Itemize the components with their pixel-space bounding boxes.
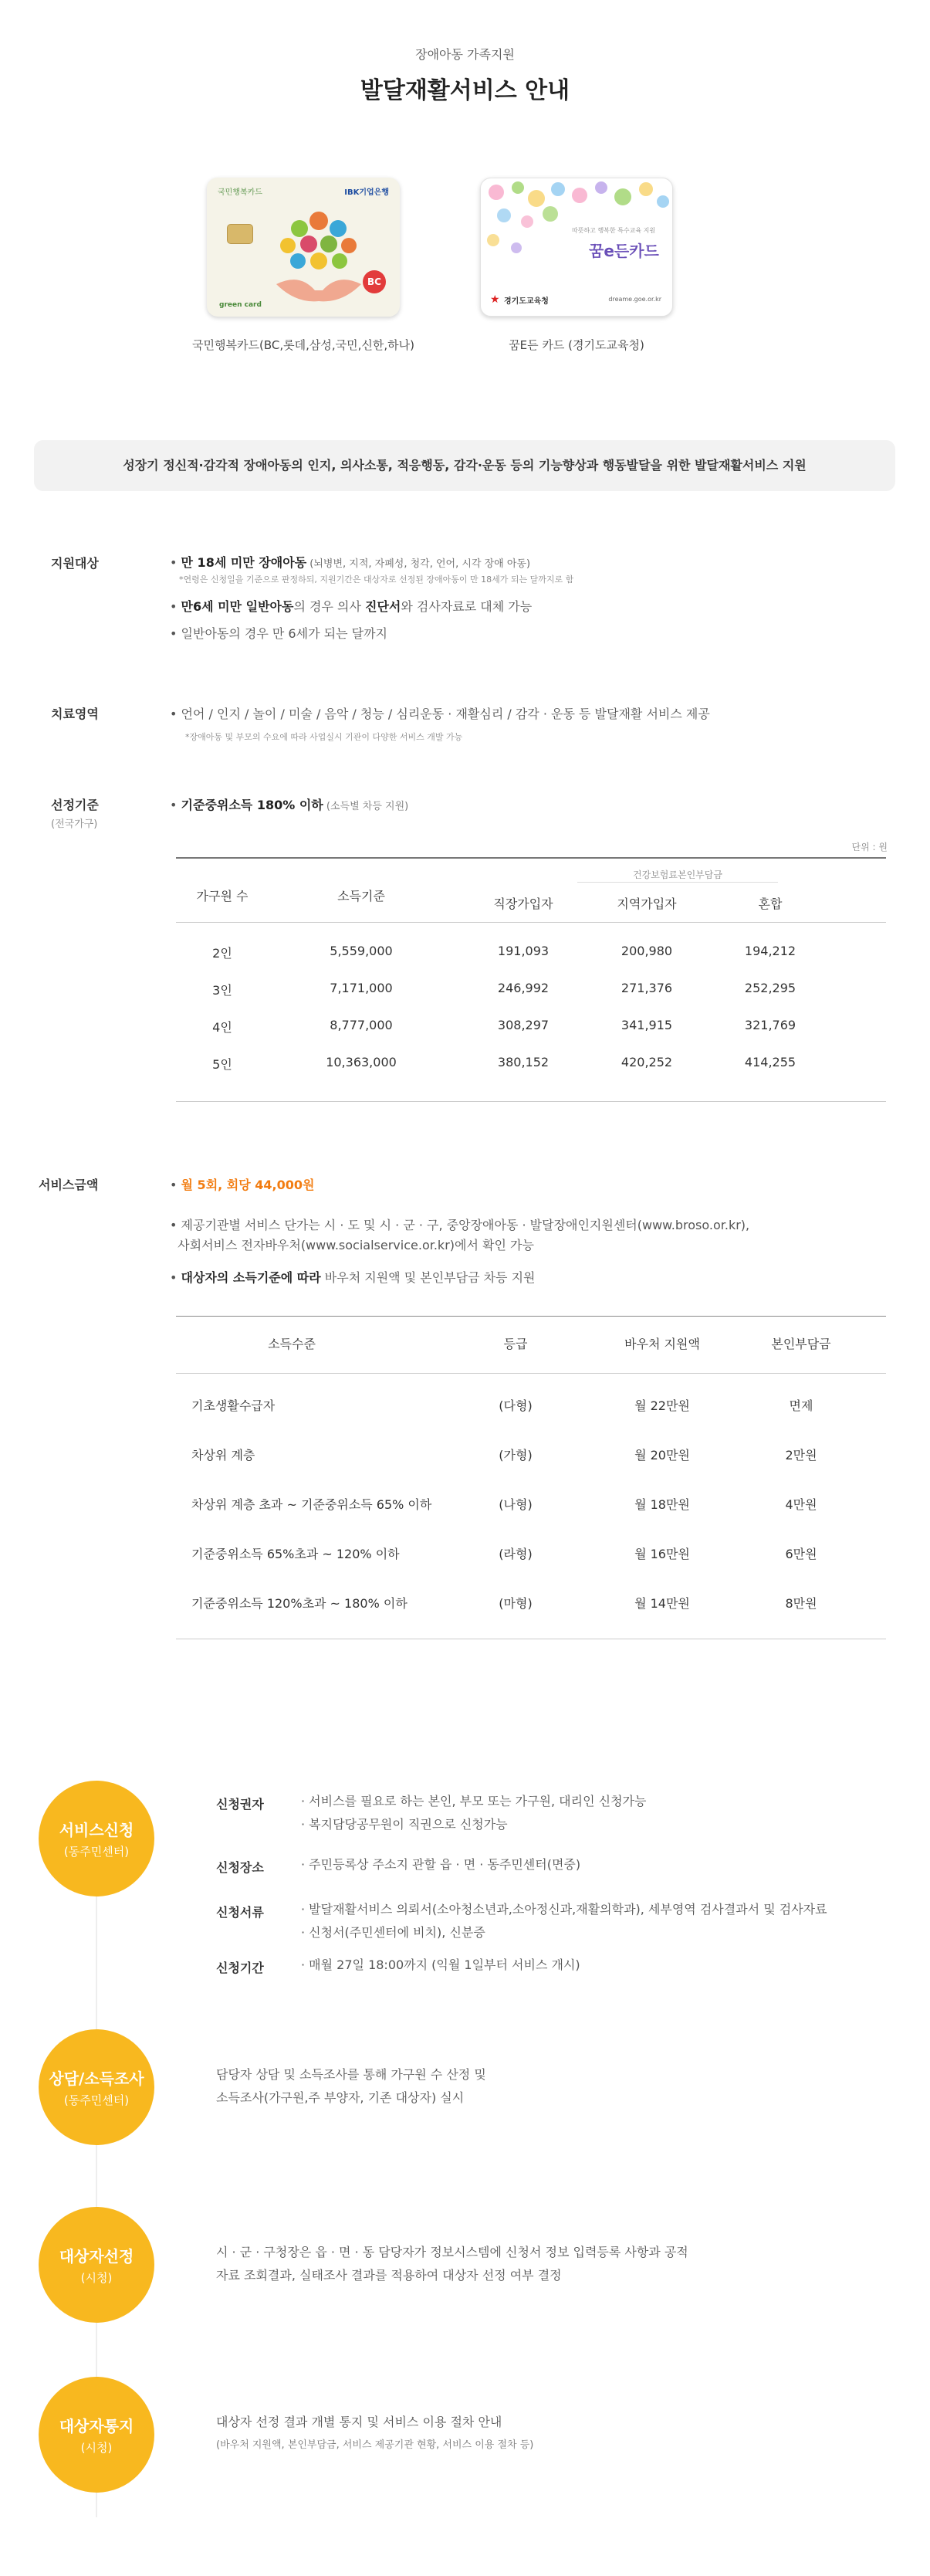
- service-header-line: [176, 1373, 886, 1374]
- card-bank: IBK기업은행: [344, 188, 389, 197]
- criteria-th-0: 가구원 수: [196, 889, 249, 903]
- table-row: 4인 8,777,000 308,297 341,915 321,769: [212, 1018, 796, 1035]
- target-label: 지원대상: [51, 556, 99, 571]
- tree-illustration-icon: [269, 199, 369, 307]
- step-title: 상담/소득조사: [49, 2069, 144, 2088]
- apply-item-label: 신청서류: [216, 1905, 264, 1920]
- service-bullet-1: • 월 5회, 회당 44,000원: [170, 1178, 315, 1192]
- service-th-2: 바우처 지원액: [624, 1337, 700, 1351]
- process-step-consult: [39, 2029, 154, 2145]
- criteria-sub: (전국가구): [51, 819, 98, 830]
- criteria-table: [176, 857, 886, 1112]
- apply-item-label: 신청장소: [216, 1860, 264, 1875]
- green-card-logo: green card: [219, 301, 262, 309]
- therapy-label: 치료영역: [51, 707, 99, 721]
- card2-tagline: 따뜻하고 행복한 특수교육 지원: [572, 227, 656, 234]
- notify-text: 대상자 선정 결과 개별 통지 및 서비스 이용 절차 안내 (바우처 지원액, 본인부담금, 서비스 제공기관 현황, 서비스 이용 절차 등): [216, 2415, 534, 2451]
- apply-item-label: 신청권자: [216, 1797, 264, 1812]
- page-subtitle: 장애아동 가족지원: [415, 47, 515, 62]
- card2-brand: 꿈e든카드: [589, 242, 659, 260]
- step-title: 대상자통지: [59, 2417, 134, 2435]
- target-b2-strong2: 진단서: [365, 599, 401, 614]
- target-b1-rest: (뇌병변, 지적, 자폐성, 청각, 언어, 시각 장애 아동): [306, 558, 531, 570]
- card2-issuer: 경기도교육청: [504, 297, 549, 306]
- criteria-header-line: [176, 922, 886, 923]
- step-sub: (시청): [80, 2271, 113, 2285]
- service-bullet-3: • 대상자의 소득기준에 따라 바우처 지원액 및 본인부담금 차등 지원: [170, 1270, 536, 1285]
- service-table: [176, 1316, 886, 1640]
- table-row: 기초생활수급자 (다형) 월 22만원 면제: [191, 1398, 813, 1413]
- service-label: 서비스금액: [39, 1178, 99, 1192]
- apply-item-text: · 매월 27일 18:00까지 (익월 1일부터 서비스 개시): [301, 1957, 580, 1972]
- select-text: 시 · 군 · 구청장은 읍 · 면 · 동 담당자가 정보시스템에 신청서 정보 입력등록 사항과 공적 자료 조회결과, 실태조사 결과를 적용하여 대상자 선정 여부 결정: [216, 2245, 688, 2283]
- step-sub: (시청): [80, 2441, 113, 2455]
- table-row: 차상위 계층 (가형) 월 20만원 2만원: [191, 1448, 817, 1463]
- target-bullet-3: • 일반아동의 경우 만 6세가 되는 달까지: [170, 626, 387, 641]
- apply-item-text: · 서비스를 필요로 하는 본인, 부모 또는 가구원, 대리인 신청가능 · 복지담당공무원이 직권으로 신청가능: [301, 1794, 647, 1832]
- target-note: *연령은 신청일을 기준으로 판정하되, 지원기간은 대상자로 선정된 장애아동이 만 18세가 되는 달까지로 함: [179, 575, 574, 585]
- apply-item-text: · 주민등록상 주소지 관할 읍 · 면 · 동주민센터(면중): [301, 1857, 581, 1872]
- criteria-bottom-line: [176, 1101, 886, 1102]
- criteria-label: 선정기준: [51, 798, 99, 812]
- criteria-th-3: 지역가입자: [617, 897, 677, 911]
- dreame-card-image: [480, 178, 673, 317]
- target-b2-rest: 와 검사자료로 대체 가능: [401, 599, 533, 614]
- criteria-th-4: 혼합: [758, 897, 783, 911]
- card2-caption: 꿈E든 카드 (경기도교육청): [509, 338, 644, 352]
- criteria-th-1: 소득기준: [337, 889, 385, 903]
- target-bullet-2: • 만6세 미만 일반아동의 경우 의사 진단서와 검사자료로 대체 가능: [170, 599, 533, 614]
- apply-item-text: · 발달재활서비스 의뢰서(소아청소년과,소아정신과,재활의학과), 세부영역 검사결과서 및 검사자료 · 신청서(주민센터에 비치), 신분증: [301, 1902, 827, 1940]
- card-brand: 국민행복카드: [218, 188, 262, 197]
- step-title: 대상자선정: [59, 2247, 134, 2266]
- target-b2-strong1: 만6세 미만 일반아동: [181, 599, 294, 614]
- table-row: 기준중위소득 65%초과 ~ 120% 이하 (라형) 월 16만원 6만원: [191, 1547, 817, 1561]
- target-bullet-1: • 만 18세 미만 장애아동 (뇌병변, 지적, 자폐성, 청각, 언어, 시각 장애 아동): [170, 555, 531, 570]
- apply-item-label: 신청기간: [216, 1961, 264, 1975]
- step-sub: (동주민센터): [63, 2093, 130, 2107]
- table-row: 5인 10,363,000 380,152 420,252 414,255: [212, 1055, 796, 1072]
- table-row: 3인 7,171,000 246,992 271,376 252,295: [212, 981, 796, 998]
- service-th-0: 소득수준: [268, 1337, 316, 1351]
- therapy-note: *장애아동 및 부모의 수요에 따라 사업실시 기관이 다양한 서비스 개발 가능: [185, 732, 463, 742]
- table-row: 2인 5,559,000 191,093 200,980 194,212: [212, 944, 796, 961]
- national-happiness-card-image: [207, 178, 400, 317]
- table-row: 차상위 계층 초과 ~ 기준중위소득 65% 이하 (나형) 월 18만원 4만원: [191, 1497, 817, 1512]
- criteria-th-2: 직장가입자: [493, 897, 553, 911]
- criteria-group-header: 건강보험료본인부담금: [633, 869, 722, 880]
- target-b1-strong: 만 18세 미만 장애아동: [181, 555, 307, 570]
- service-th-1: 등급: [503, 1337, 528, 1351]
- service-th-3: 본인부담금: [771, 1337, 831, 1351]
- page-title: 발달재활서비스 안내: [360, 77, 570, 104]
- intro-banner: 성장기 정신적·감각적 장애아동의 인지, 의사소통, 적응행동, 감각·운동 등의 기능향상과 행동발달을 위한 발달재활서비스 지원: [34, 440, 895, 491]
- process-step-notify: [39, 2377, 154, 2493]
- process-step-apply: [39, 1781, 154, 1896]
- target-b2-mid: 의 경우 의사: [293, 599, 365, 614]
- consult-text: 담당자 상담 및 소득조사를 통해 가구원 수 산정 및 소득조사(가구원,주 부양자, 기존 대상자) 실시: [216, 2067, 486, 2105]
- process-step-select: [39, 2207, 154, 2323]
- step-sub: (동주민센터): [63, 1845, 130, 1859]
- group-divider: [577, 882, 778, 883]
- bc-logo: BC: [363, 270, 386, 293]
- step-title: 서비스신청: [59, 1821, 134, 1839]
- therapy-bullet-1: • 언어 / 인지 / 놀이 / 미술 / 음악 / 청능 / 심리운동 · 재활심리 / 감각 · 운동 등 발달재활 서비스 제공: [170, 707, 710, 721]
- table-row: 기준중위소득 120%초과 ~ 180% 이하 (마형) 월 14만원 8만원: [191, 1596, 817, 1611]
- criteria-bullet-1: • 기준중위소득 180% 이하 (소득별 차등 지원): [170, 798, 409, 812]
- card2-url: dreame.goe.or.kr: [608, 296, 661, 303]
- card1-caption: 국민행복카드(BC,롯데,삼성,국민,신한,하나): [192, 338, 414, 352]
- service-bullet-2: • 제공기관별 서비스 단가는 시 · 도 및 시 · 군 · 구, 중앙장애아동 · 발달장애인지원센터(www.broso.or.kr), 사회서비스 전자바우처(www.socialservice.or.kr)에서 확인 가능: [170, 1218, 750, 1252]
- criteria-unit: 단위 : 원: [851, 842, 888, 852]
- star-logo-icon: ★: [490, 293, 500, 306]
- card-chip-icon: [227, 224, 253, 244]
